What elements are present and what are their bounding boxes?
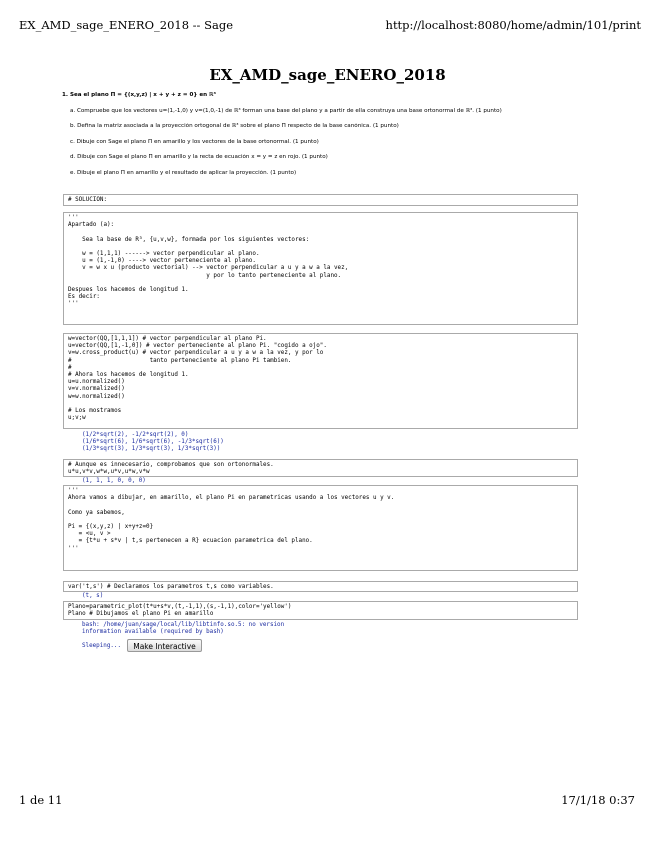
problem-item-e: e. Dibuje el plano Π en amarillo y el resultado de aplicar la proyección. (1 punto): [70, 169, 297, 176]
make-interactive-button[interactable]: Make Interactive: [127, 639, 202, 652]
cell-orthonormal-output: (1, 1, 1, 0, 0, 0): [82, 478, 146, 484]
cell-var-code[interactable]: var('t,s') # Declaramos los parametros t,s como variables.: [63, 581, 578, 592]
problem-item-a: a. Compruebe que los vectores u=(1,-1,0) y v=(1,0,-1) de ℝ³ forman una base del plano y a partir de ella construya una base ortonormal de ℝ³. (1 punto): [70, 107, 502, 114]
cell-plot-output: bash: /home/juan/sage/local/lib/libtinfo.so.5: no version information available (required by bash): [82, 622, 285, 636]
sleeping-status: Sleeping...: [82, 643, 122, 649]
problem-item-d: d. Dibuje con Sage el plano Π en amarillo y la recta de ecuación x = y = z en rojo. (1 punto): [70, 154, 328, 161]
problem-intro: 1. Sea el plano Π = {(x,y,z) | x + y + z = 0} en ℝ³: [62, 92, 216, 98]
page-header-title: EX_AMD_sage_ENERO_2018 -- Sage: [19, 18, 233, 32]
cell-plane-text[interactable]: ''' Ahora vamos a dibujar, en amarillo, el plano Pi en parametricas usando a los vectores u y v. Como ya sabemos, Pi = {(x,y,z) | x+y+z=0} = <u, v > = {t*u + s*v | t,s pertenecen a R} ecuacion parametrica del plano. ''': [63, 485, 578, 571]
problem-statement: [62, 92, 622, 176]
problem-item-b: b. Defina la matriz asociada a la proyección ortogonal de ℝ³ sobre el plano Π respecto de la base canónica. (1 punto): [70, 123, 399, 130]
problem-item-c: c. Dibuje con Sage el plano Π en amarillo y los vectores de la base ortonormal. (1 punto): [70, 138, 319, 145]
page-number: 1 de 11: [19, 793, 63, 807]
cell-plot-code[interactable]: Plano=parametric_plot(t*u+s*v,(t,-1,1),(s,-1,1),color='yellow') Plano # Dibujamos el plano Pi en amarillo: [63, 601, 578, 620]
cell-orthonormal-check[interactable]: # Aunque es innecesario, comprobamos que son ortonormales. u*u,v*v,w*w,u*v,u*w,v*w: [63, 459, 578, 477]
cell-apartado-a-text[interactable]: ''' Apartado (a): Sea la base de R³, {u,v,w}, formada por los siguientes vectores: w = (1,1,1) ------> vector perpendicular al plano. u = (1,-1,0) ----> vector perteneciente al plano. v = w x u (producto vectorial) --> vector perpendicular a u y a w a la vez, y por lo tanto perteneciente al plano. Despues los hacemos de longitud 1. Es decir: ''': [63, 212, 578, 325]
cell-solucion[interactable]: # SOLUCION:: [63, 194, 578, 206]
cell-var-output: (t, s): [82, 593, 104, 599]
print-datetime: 17/1/18 0:37: [561, 793, 635, 807]
cell-vectors-output: (1/2*sqrt(2), -1/2*sqrt(2), 0) (1/6*sqrt(6), 1/6*sqrt(6), -1/3*sqrt(6)) (1/3*sqrt(3), 1/3*sqrt(3), 1/3*sqrt(3)): [82, 432, 224, 453]
cell-vectors-code[interactable]: w=vector(QQ,[1,1,1]) # vector perpendicular al plano Pi. u=vector(QQ,[1,-1,0]) # vector perteneciente al plano Pi. "cogido a ojo". v=w.cross_product(u) # vector perpendicular a u y a w a la vez, y por lo # tanto perteneciente al plano Pi tambien. # # Ahora los hacemos de longitud 1. u=u.normalized() v=v.normalized() w=w.normalized() # Los mostramos u;v;w: [63, 333, 578, 429]
page-header-url[interactable]: http://localhost:8080/home/admin/101/print: [385, 18, 641, 32]
document-title: EX_AMD_sage_ENERO_2018: [209, 66, 446, 84]
